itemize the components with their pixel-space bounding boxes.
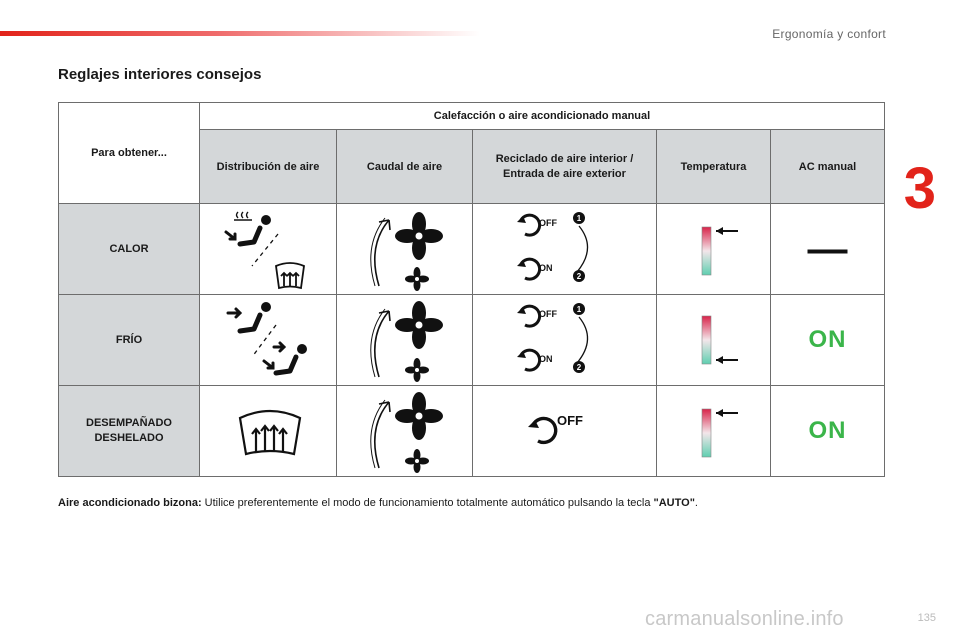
footnote-bold: Aire acondicionado bizona:	[58, 497, 202, 509]
section-title: Ergonomía y confort	[772, 27, 886, 41]
table-row	[59, 386, 885, 477]
temperature-warm-icon	[684, 401, 744, 461]
recirc-off-label: OFF	[538, 309, 557, 319]
footnote-end: .	[694, 497, 698, 509]
settings-table	[58, 102, 885, 477]
step-2-label: 2	[576, 272, 581, 281]
watermark: carmanualsonline.info	[645, 608, 844, 630]
page-title: Reglajes interiores consejos	[58, 66, 262, 83]
chapter-number: 3	[903, 156, 936, 221]
row-label-defrost-line2: DESHELADO	[94, 432, 164, 444]
temperature-cell	[657, 386, 771, 477]
header-red-bar	[0, 31, 480, 36]
ac-cell	[771, 295, 885, 386]
recirc-off-label: OFF	[538, 218, 557, 228]
face-and-feet-icon	[208, 297, 328, 383]
step-2-label: 2	[576, 363, 581, 372]
ac-on-badge: ON	[808, 417, 847, 444]
recirculation-sequence-icon	[505, 206, 625, 292]
airflow-cell	[337, 386, 473, 477]
ac-cell	[771, 386, 885, 477]
column-header-airflow: Caudal de aire	[337, 130, 473, 204]
step-1-label: 1	[576, 305, 581, 314]
column-header-distribution: Distribución de aire	[200, 130, 337, 204]
table-row	[59, 295, 885, 386]
row-label-cold: FRÍO	[59, 295, 200, 386]
ac-off-dash: —	[807, 227, 848, 271]
temperature-cold-icon	[684, 310, 744, 370]
distribution-cell	[200, 295, 337, 386]
recirculation-cell	[473, 204, 657, 295]
row-label-defrost	[59, 386, 200, 477]
recirculation-cell	[473, 386, 657, 477]
temperature-cell	[657, 204, 771, 295]
temperature-warm-icon	[684, 219, 744, 279]
row-label-defrost-line1: DESEMPAÑADO	[86, 417, 172, 429]
fan-speed-max-icon	[345, 388, 465, 474]
windscreen-defrost-icon	[208, 396, 328, 466]
footnote	[58, 497, 698, 509]
column-header-recirculation: Reciclado de aire interior / Entrada de aire exterior	[473, 130, 657, 204]
corner-header: Para obtener...	[59, 103, 200, 204]
ac-on-badge: ON	[808, 326, 847, 353]
distribution-cell	[200, 386, 337, 477]
fan-speed-max-icon	[345, 297, 465, 383]
temperature-cell	[657, 295, 771, 386]
feet-and-windscreen-icon	[208, 206, 328, 292]
footnote-key: "AUTO"	[653, 497, 695, 509]
ac-cell	[771, 204, 885, 295]
recirc-on-label: ON	[538, 263, 552, 273]
airflow-cell	[337, 295, 473, 386]
recirc-off-label: OFF	[556, 413, 583, 428]
table-row	[59, 204, 885, 295]
row-label-heat: CALOR	[59, 204, 200, 295]
column-header-temperature: Temperatura	[657, 130, 771, 204]
column-header-ac: AC manual	[771, 130, 885, 204]
distribution-cell	[200, 204, 337, 295]
group-header: Calefacción o aire acondicionado manual	[200, 103, 885, 130]
recirculation-sequence-icon	[505, 297, 625, 383]
recirculation-cell	[473, 295, 657, 386]
recirculation-off-icon	[505, 401, 625, 461]
page-number: 135	[917, 612, 936, 624]
airflow-cell	[337, 204, 473, 295]
fan-speed-max-icon	[345, 206, 465, 292]
step-1-label: 1	[576, 214, 581, 223]
recirc-on-label: ON	[538, 354, 552, 364]
footnote-text: Utilice preferentemente el modo de funcionamiento totalmente automático pulsando la tecla	[201, 497, 654, 509]
